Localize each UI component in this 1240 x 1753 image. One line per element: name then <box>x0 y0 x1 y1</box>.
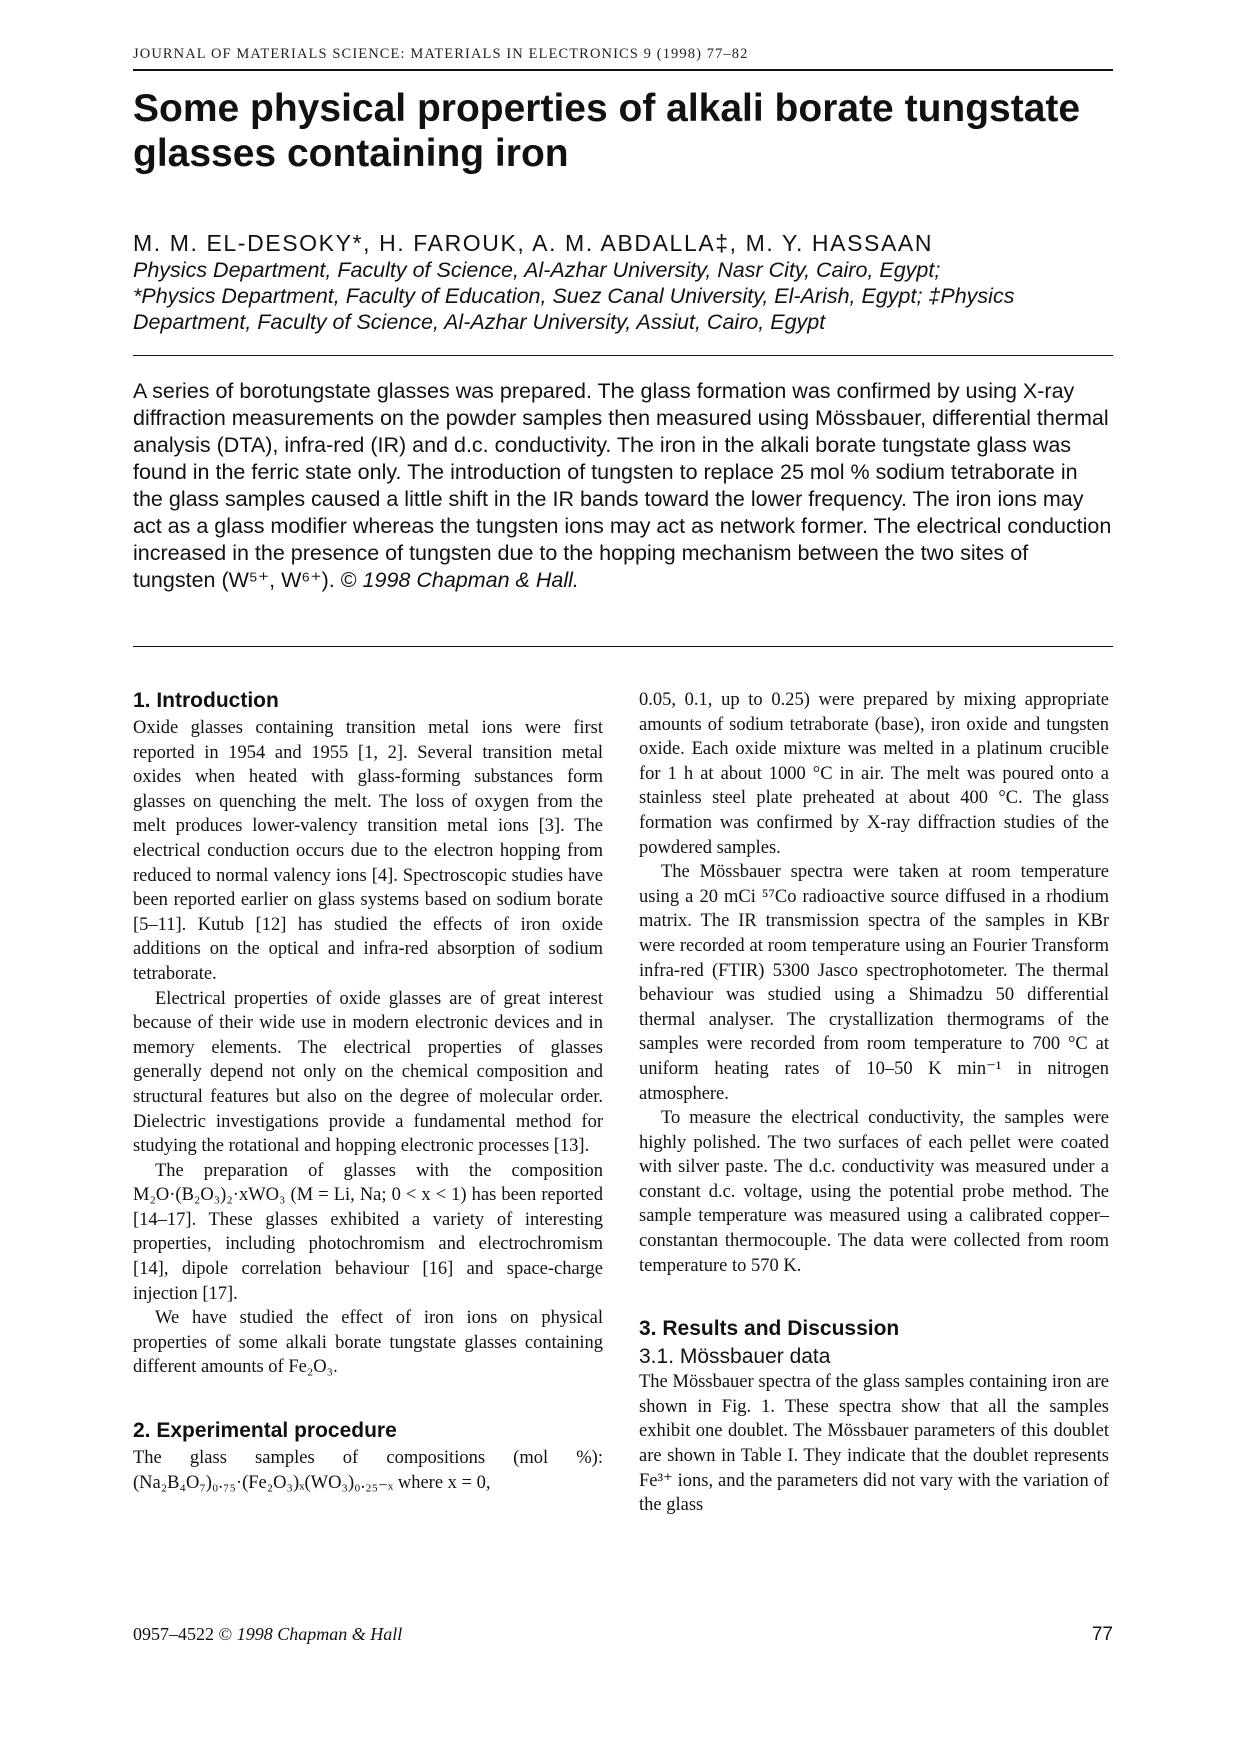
subsection-heading-mossbauer: 3.1. Mössbauer data <box>639 1345 831 1369</box>
intro-paragraph-1: Oxide glasses containing transition metal ions were first reported in 1954 and 1955 [1, 2]. Several transition metal oxides when heated with glass-forming substances form glasses on quenching the melt. The loss of oxygen from the melt produces lower-valency transition metal ions [3]. The electrical conduction occurs due to the electron hopping from reduced to normal valency ions [4]. Spectroscopic studies have been reported earlier on glass systems based on sodium borate [5–11]. Kutub [12] has studied the effects of iron oxide additions on the optical and infra-red absorption of sodium tetraborate. <box>133 718 603 984</box>
affiliations <box>133 257 1113 335</box>
experimental-paragraph-1-continued: 0.05, 0.1, up to 0.25) were prepared by mixing appropriate amounts of sodium tetraborate (base), iron oxide and tungsten oxide. Each oxide mixture was melted in a platinum crucible for 1 h at about 1000 °C in air. The melt was poured onto a stainless steel plate preheated at about 400 °C. The glass formation was confirmed by X-ray diffraction studies of the powdered samples. <box>639 690 1109 858</box>
right-column <box>639 688 1109 1518</box>
intro-paragraph-3: The preparation of glasses with the composition M₂O·(B₂O₃)₂·xWO₃ (M = Li, Na; 0 < x < 1) has been reported [14–17]. These glasses exhibited a variety of interesting properties, including photochromism and electrochromism [14], dipole correlation behaviour [16] and space-charge injection [17]. <box>133 1160 603 1304</box>
section-gap <box>639 1278 1109 1316</box>
abstract-text: A series of borotungstate glasses was prepared. The glass formation was confirmed by using X-ray diffraction measurements on the powder samples then measured using Mössbauer, differential thermal analysis (DTA), infra-red (IR) and d.c. conductivity. The iron in the alkali borate tungstate glass was found in the ferric state only. The introduction of tungsten to replace 25 mol % sodium tetraborate in the glass samples caused a little shift in the IR bands toward the lower frequency. The iron ions may act as a glass modifier whereas the tungsten ions may act as network former. The electrical conduction increased in the presence of tungsten due to the hopping mechanism between the two sites of tungsten (W⁵⁺, W⁶⁺). © <box>133 379 1112 592</box>
paper-title <box>133 86 1113 176</box>
intro-paragraph-4: We have studied the effect of iron ions on physical properties of some alkali borate tungstate glasses containing different amounts of Fe₂O₃. <box>133 1308 603 1378</box>
affiliation-line-3: Department, Faculty of Science, Al-Azhar University, Assiut, Cairo, Egypt <box>133 310 826 334</box>
section-heading-experimental: 2. Experimental procedure <box>133 1419 397 1443</box>
abstract-bottom-rule <box>133 646 1113 647</box>
footer-issn-text: 0957–4522 © <box>133 1624 233 1644</box>
journal-header: JOURNAL OF MATERIALS SCIENCE: MATERIALS IN ELECTRONICS 9 (1998) 77–82 <box>133 46 749 62</box>
affiliation-line-2: *Physics Department, Faculty of Education, Suez Canal University, El-Arish, Egypt; ‡Physics <box>133 284 1015 308</box>
abstract-top-rule <box>133 355 1113 356</box>
experimental-paragraph-1: The glass samples of compositions (mol %): (Na₂B₄O₇)₀.₇₅·(Fe₂O₃)ₓ(WO₃)₀.₂₅₋ₓ where x = 0, <box>133 1448 603 1493</box>
section-heading-introduction: 1. Introduction <box>133 689 279 712</box>
left-column <box>133 688 603 1495</box>
header-rule <box>133 69 1113 71</box>
page-number: 77 <box>1091 1624 1113 1645</box>
intro-paragraph-2: Electrical properties of oxide glasses are of great interest because of their wide use in modern electronic devices and in memory elements. The electrical properties of glasses generally depend not only on the chemical composition and structural features but also on the degree of molecular order. Dielectric investigations provide a fundamental method for studying the rotational and hopping electronic processes [13]. <box>133 988 603 1157</box>
experimental-paragraph-3: To measure the electrical conductivity, the samples were highly polished. The two surfaces of each pellet were coated with silver paste. The d.c. conductivity was measured under a constant d.c. voltage, using the potential probe method. The sample temperature was measured using a calibrated copper–constantan thermocouple. The data were collected from room temperature to 570 K. <box>639 1108 1109 1276</box>
section-gap <box>133 1380 603 1418</box>
affiliation-line-1: Physics Department, Faculty of Science, Al-Azhar University, Nasr City, Cairo, Egypt; <box>133 258 941 282</box>
abstract <box>133 378 1113 594</box>
footer-issn <box>133 1624 402 1645</box>
footer-publisher: 1998 Chapman & Hall <box>236 1624 403 1644</box>
abstract-copyright: 1998 Chapman & Hall. <box>362 568 579 592</box>
results-paragraph-1: The Mössbauer spectra of the glass samples containing iron are shown in Fig. 1. These spectra show that all the samples exhibit one doublet. The Mössbauer parameters of this doublet are shown in Table I. They indicate that the doublet represents Fe³⁺ ions, and the parameters did not vary with the variation of the glass <box>639 1372 1109 1516</box>
section-heading-results: 3. Results and Discussion <box>639 1317 900 1341</box>
author-list: M. M. EL-DESOKY*, H. FAROUK, A. M. ABDALLA‡, M. Y. HASSAAN <box>133 230 934 256</box>
title-line-1: Some physical properties of alkali borate tungstate <box>133 87 1081 130</box>
experimental-paragraph-2: The Mössbauer spectra were taken at room temperature using a 20 mCi ⁵⁷Co radioactive source diffused in a rhodium matrix. The IR transmission spectra of the samples in KBr were recorded at room temperature using an Fourier Transform infra-red (FTIR) 5300 Jasco spectrophotometer. The thermal behaviour was studied using a Shimadzu 50 differential thermal analyser. The crystallization thermograms of the samples were recorded from room temperature to 700 °C at uniform heating rates of 10–50 K min⁻¹ in nitrogen atmosphere. <box>639 862 1109 1104</box>
title-line-2: glasses containing iron <box>133 132 569 175</box>
